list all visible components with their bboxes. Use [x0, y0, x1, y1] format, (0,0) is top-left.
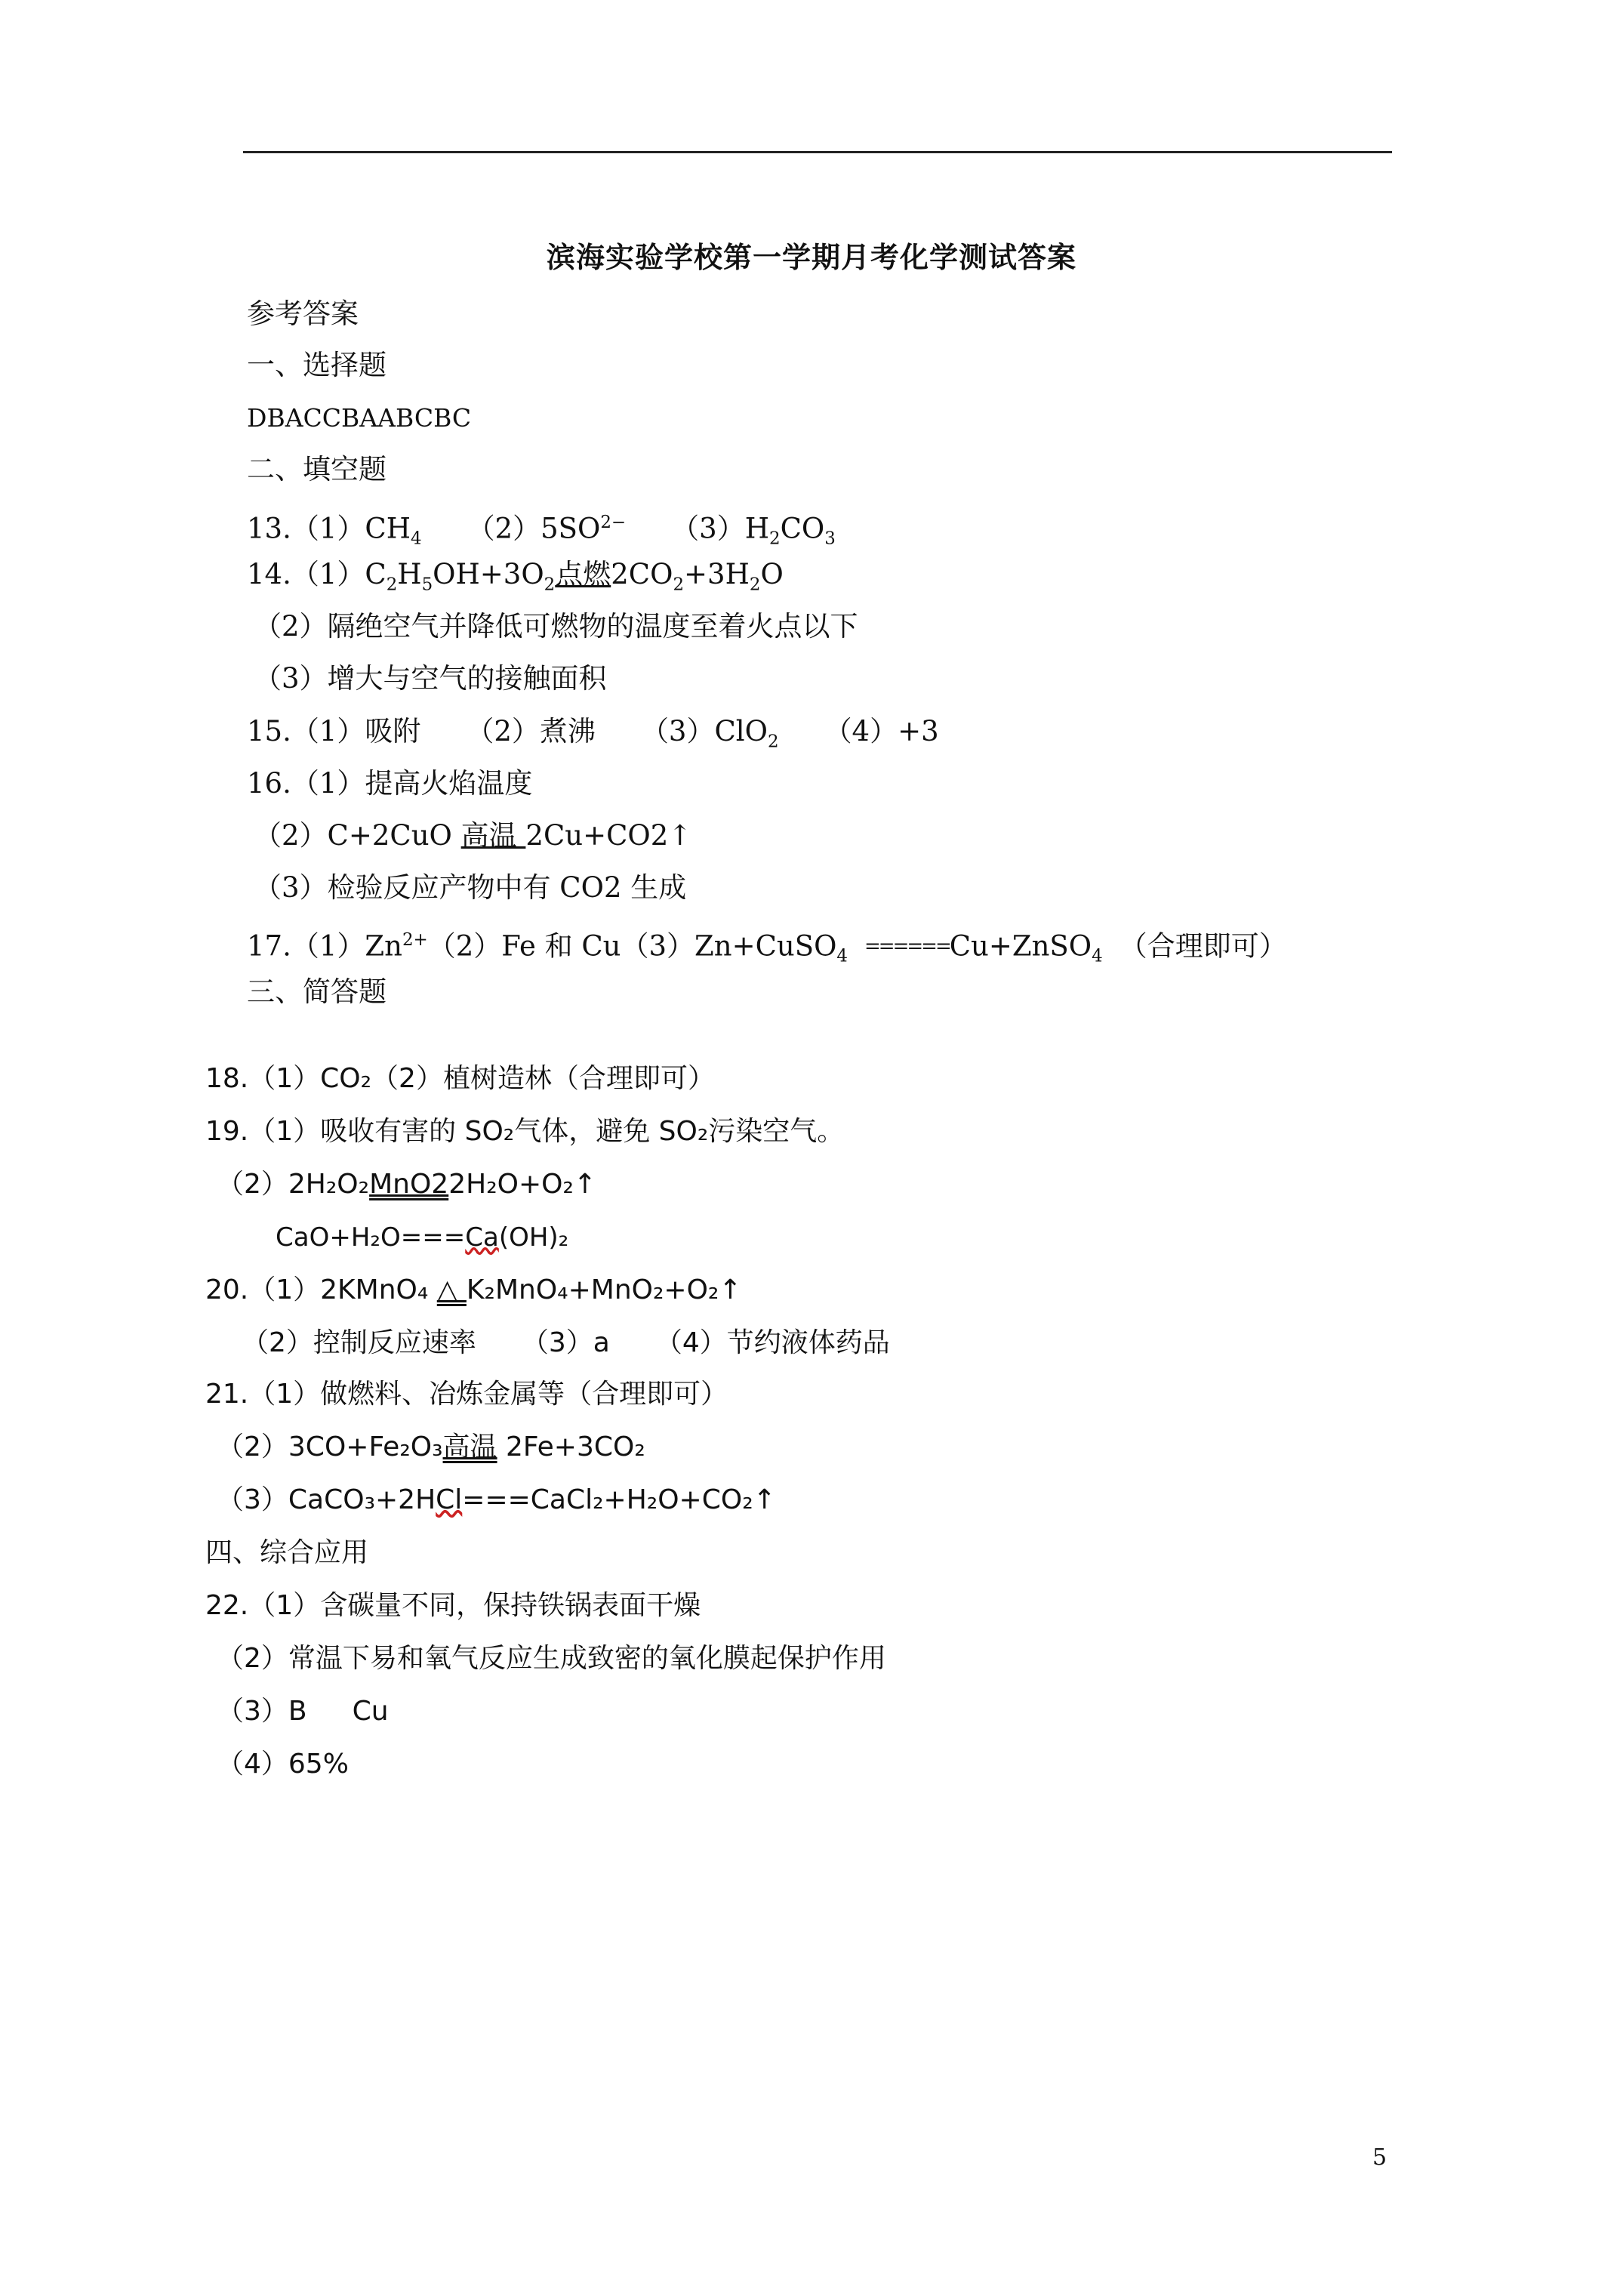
q21-part1: 21.（1）做燃料、冶炼金属等（合理即可）: [205, 1379, 728, 1410]
section-choice-heading: 一、选择题: [247, 349, 387, 381]
choice-answers: DBACCBAABCBC: [247, 403, 472, 433]
q21-part2: （2）3CO+Fe₂O₃高温 2Fe+3CO₂: [217, 1432, 645, 1462]
page-title: 滨海实验学校第一学期月考化学测试答案: [546, 240, 1076, 274]
q20-part2: （2）控制反应速率 （3）a （4）节约液体药品: [242, 1327, 890, 1358]
section-comprehensive-heading: 四、综合应用: [205, 1537, 369, 1568]
section-short-heading: 三、简答题: [247, 975, 387, 1008]
q14-part1: $14.(1)C_2H_5OH+3O_2$点燃$2CO_2+3H_2O$: [247, 558, 784, 595]
q22-part2: （2）常温下易和氧气反应生成致密的氧化膜起保护作用: [217, 1643, 886, 1674]
section-fill-heading: 二、填空题: [247, 453, 387, 485]
page-number: 5: [1372, 2144, 1387, 2171]
q19-part2: （2）2H₂O₂MnO22H₂O+O₂↑: [217, 1169, 597, 1200]
header-rule: [243, 151, 1392, 153]
q15-answer: 15.（1）吸附 （2）煮沸 （3）ClO$_2$ （4）+3: [247, 715, 939, 752]
q14-part3: （3）增大与空气的接触面积: [254, 662, 607, 695]
q13-answer: $13.(1)CH_4$ $(2)5SO^{2-}$ $(3)H_2CO_3$: [247, 512, 836, 549]
q22-part1: 22.（1）含碳量不同，保持铁锅表面干燥: [205, 1590, 701, 1621]
q18-answer: 18.（1）CO₂（2）植树造林（合理即可）: [205, 1063, 715, 1094]
q14-part2: （2）隔绝空气并降低可燃物的温度至着火点以下: [254, 610, 858, 643]
q22-part4: （4）65%: [217, 1749, 349, 1780]
q16-part3: （3）检验反应产物中有 CO2 生成: [254, 871, 687, 904]
intro-label: 参考答案: [247, 297, 359, 330]
q20-part1: 20.（1）2KMnO₄ △ K₂MnO₄+MnO₂+O₂↑: [205, 1274, 742, 1305]
q21-part3: （3）CaCO₃+2HCl===CaCl₂+H₂O+CO₂↑: [217, 1484, 776, 1515]
q16-part1: 16.（1）提高火焰温度: [247, 767, 533, 800]
q16-part2: （2）C+2CuO 高温 2Cu+CO2↑: [254, 819, 692, 852]
q17-answer: $17.(1)Zn^{2+}(2)Fe$ 和 Cu（3）Zn+CuSO$_4$ ======Cu+ZnSO$_4$ （合理即可）: [247, 929, 1287, 966]
q19-part3: CaO+H₂O===Ca(OH)₂: [276, 1222, 569, 1253]
q19-part1: 19.（1）吸收有害的 SO₂气体，避免 SO₂污染空气。: [205, 1116, 845, 1147]
q22-part3: （3）B Cu: [217, 1696, 389, 1727]
